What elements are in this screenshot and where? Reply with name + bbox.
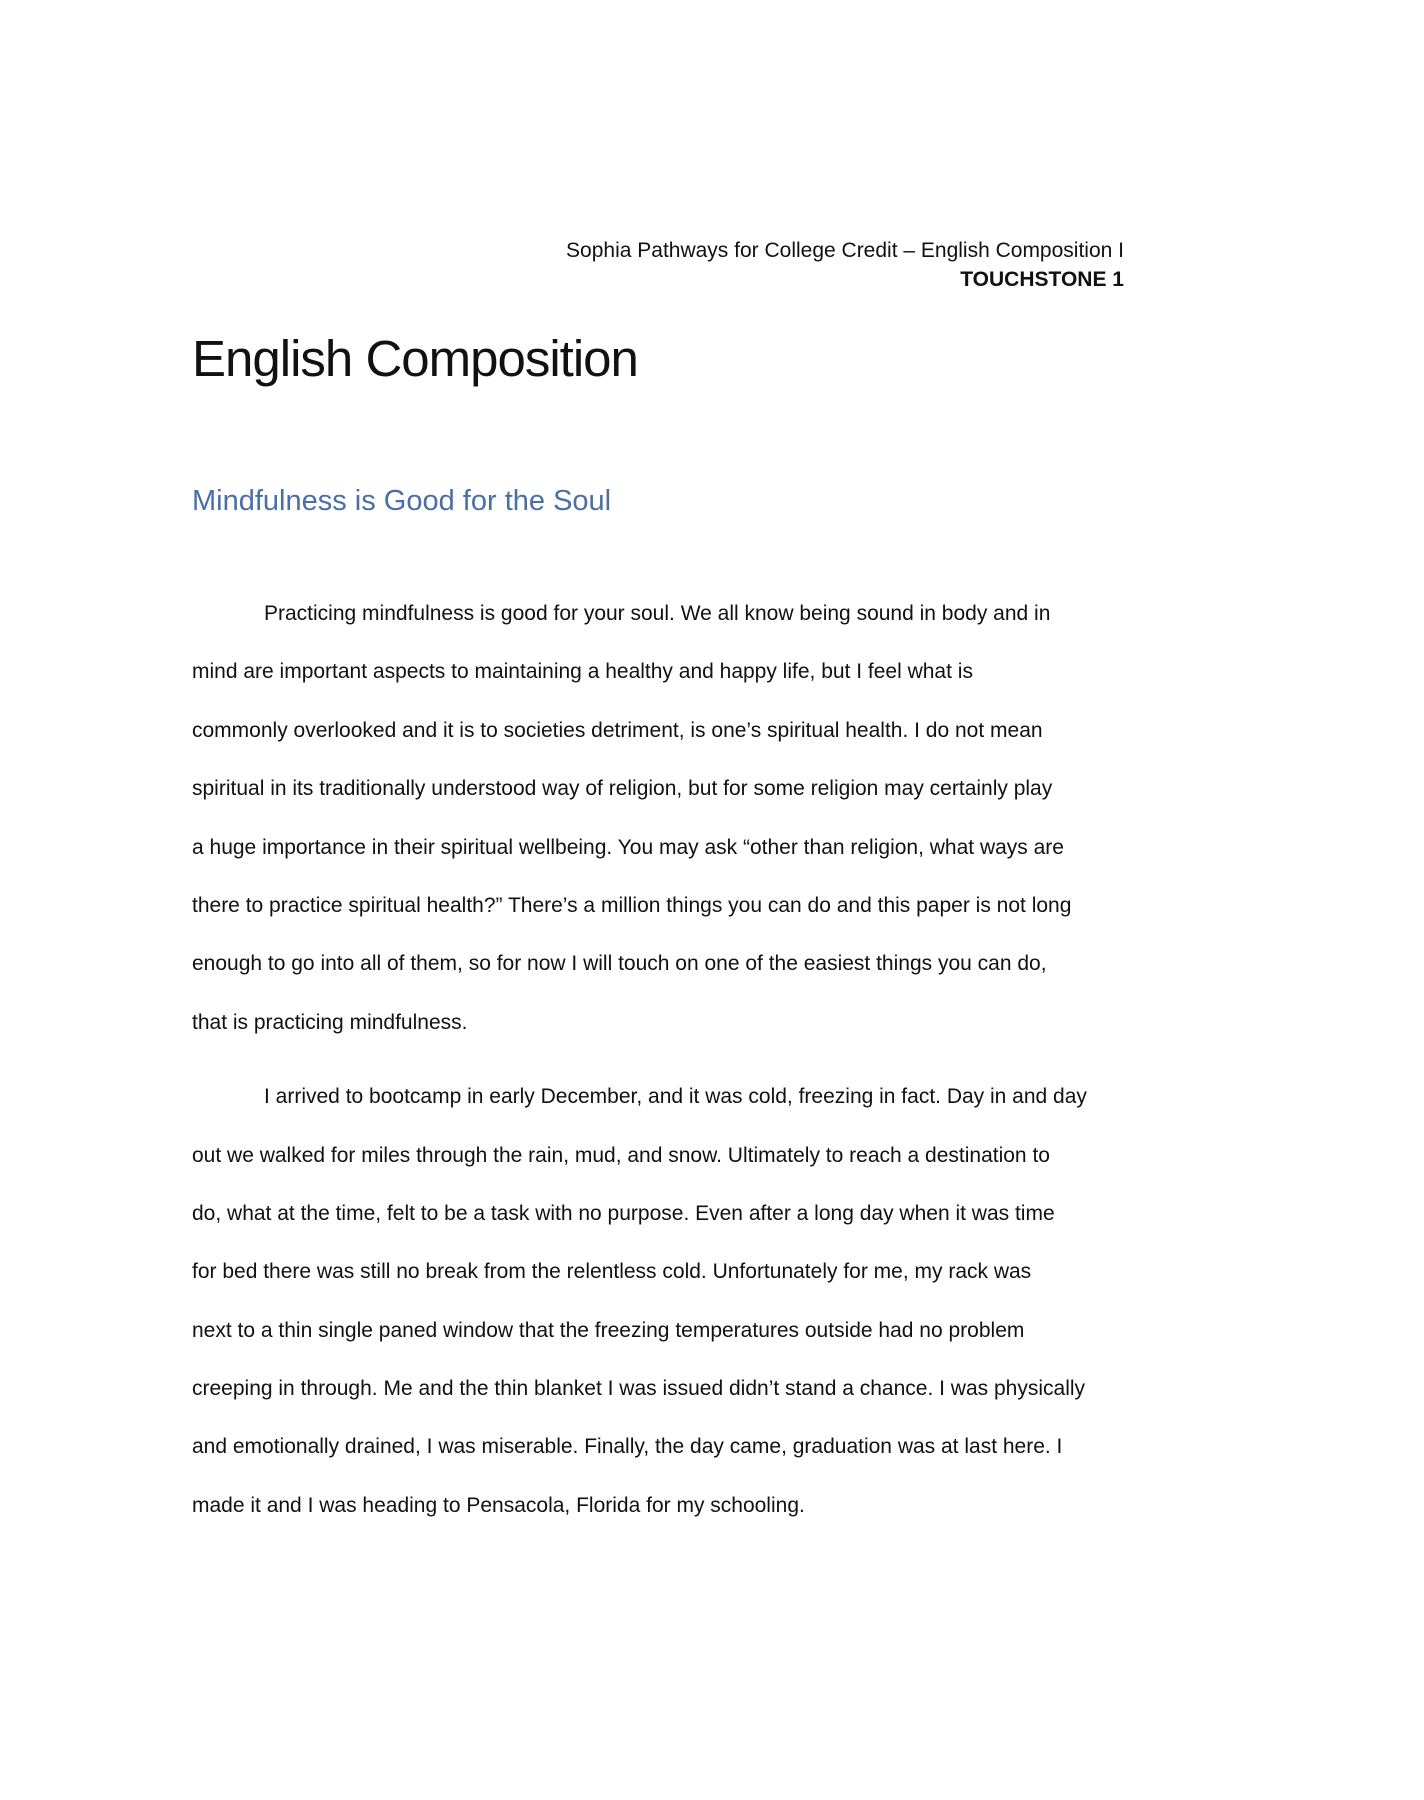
page-header [192,236,1124,294]
document-title: English Composition [192,330,638,387]
paragraph-2 [192,1077,1124,1544]
text-line: creeping in through. Me and the thin blanket I was issued didn’t stand a chance. I was physically [192,1377,1086,1401]
text-line: there to practice spiritual health?” There’s a million things you can do and this paper is not long [192,893,1072,917]
text-line: spiritual in its traditionally understood way of religion, but for some religion may certainly play [192,777,1053,801]
text-line: mind are important aspects to maintaining a healthy and happy life, but I feel what is [192,660,973,684]
text-line: and emotionally drained, I was miserable. Finally, the day came, graduation was at last here. I [192,1435,1063,1459]
text-line: commonly overlooked and it is to societies detriment, is one’s spiritual health. I do not mean [192,718,1043,742]
text-line: Practicing mindfulness is good for your soul. We all know being sound in body and in [264,602,1051,625]
text-line: out we walked for miles through the rain, mud, and snow. Ultimately to reach a destination to [192,1143,1050,1167]
text-line: enough to go into all of them, so for now I will touch on one of the easiest things you can do, [192,952,1047,976]
course-name: Sophia Pathways for College Credit – English Composition I [566,239,1124,262]
text-line: do, what at the time, felt to be a task with no purpose. Even after a long day when it was time [192,1201,1055,1225]
touchstone-label: TOUCHSTONE 1 [960,268,1124,291]
text-line: I arrived to bootcamp in early December, and it was cold, freezing in fact. Day in and day [264,1085,1087,1109]
essay-body [192,594,1124,1544]
text-line: for bed there was still no break from the relentless cold. Unfortunately for me, my rack was [192,1260,1032,1284]
text-line: next to a thin single paned window that the freezing temperatures outside had no problem [192,1318,1025,1342]
text-line: made it and I was heading to Pensacola, Florida for my schooling. [192,1493,805,1517]
paragraph-spacer [192,1061,1124,1077]
paragraph-1 [192,594,1124,1061]
text-line: that is practicing mindfulness. [192,1010,468,1034]
essay-title: Mindfulness is Good for the Soul [192,485,612,517]
text-line: a huge importance in their spiritual wellbeing. You may ask “other than religion, what ways are [192,835,1064,859]
